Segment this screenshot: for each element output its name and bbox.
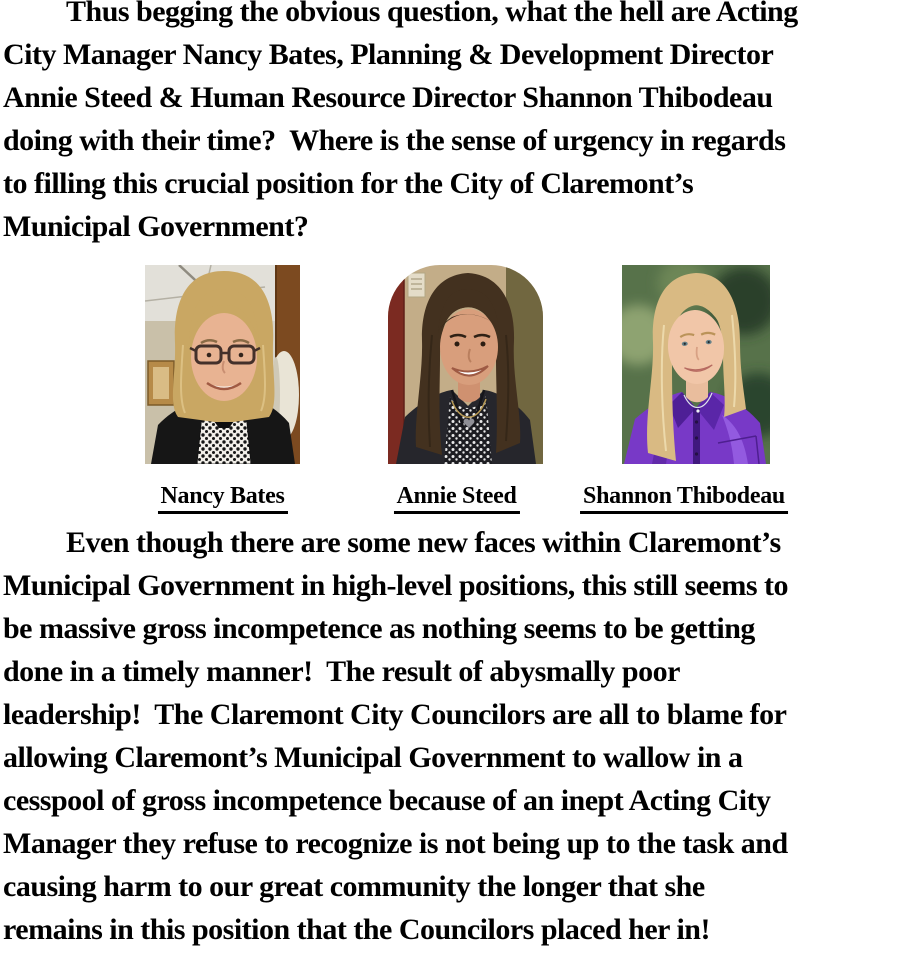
paragraph-1-line: to filling this crucial position for the City of Claremont’s	[3, 167, 694, 200]
caption-text: Nancy Bates	[157, 483, 287, 514]
paragraph-2-line: Municipal Government in high-level positions, this still seems to	[3, 569, 789, 602]
paragraph-2-line: done in a timely manner! The result of abysmally poor	[3, 655, 680, 688]
shannon-thibodeau-portrait-image	[622, 265, 770, 464]
annie-steed-portrait-image	[388, 265, 543, 464]
paragraph-2-line: Even though there are some new faces within Claremont’s	[66, 526, 781, 559]
paragraph-2	[3, 521, 900, 951]
paragraph-1-line: Thus begging the obvious question, what the hell are Acting	[66, 0, 798, 28]
nancy-head	[173, 271, 275, 422]
paragraph-2-line: causing harm to our great community the longer that she	[3, 870, 705, 903]
paragraph-1-line: doing with their time? Where is the sense of urgency in regards	[3, 124, 786, 157]
photo-shannon-thibodeau	[583, 265, 785, 509]
nancy-bates-portrait-image	[145, 265, 300, 464]
photo-nancy-bates	[145, 265, 300, 509]
paragraph-2-line: leadership! The Claremont City Councilors are all to blame for	[3, 698, 787, 731]
caption-text: Shannon Thibodeau	[580, 483, 788, 514]
paragraph-2-line: allowing Claremont’s Municipal Government to wallow in a	[3, 741, 743, 774]
photo-annie-steed	[388, 265, 543, 509]
paragraph-2-line: Manager they refuse to recognize is not being up to the task and	[3, 827, 788, 860]
paragraph-2-line: cesspool of gross incompetence because of an inept Acting City	[3, 784, 771, 817]
paragraph-1-line: Municipal Government?	[3, 210, 309, 243]
caption-text: Annie Steed	[393, 483, 519, 514]
caption-annie-steed	[393, 483, 519, 510]
paragraph-1-line: Annie Steed & Human Resource Director Shannon Thibodeau	[3, 81, 773, 114]
paragraph-1	[3, 0, 900, 248]
paragraph-2-line: be massive gross incompetence as nothing seems to be getting	[3, 612, 755, 645]
caption-shannon-thibodeau	[580, 483, 788, 510]
caption-nancy-bates	[157, 483, 287, 510]
paragraph-2-line: remains in this position that the Councilors placed her in!	[3, 913, 710, 946]
paragraph-1-line: City Manager Nancy Bates, Planning & Development Director	[3, 38, 774, 71]
